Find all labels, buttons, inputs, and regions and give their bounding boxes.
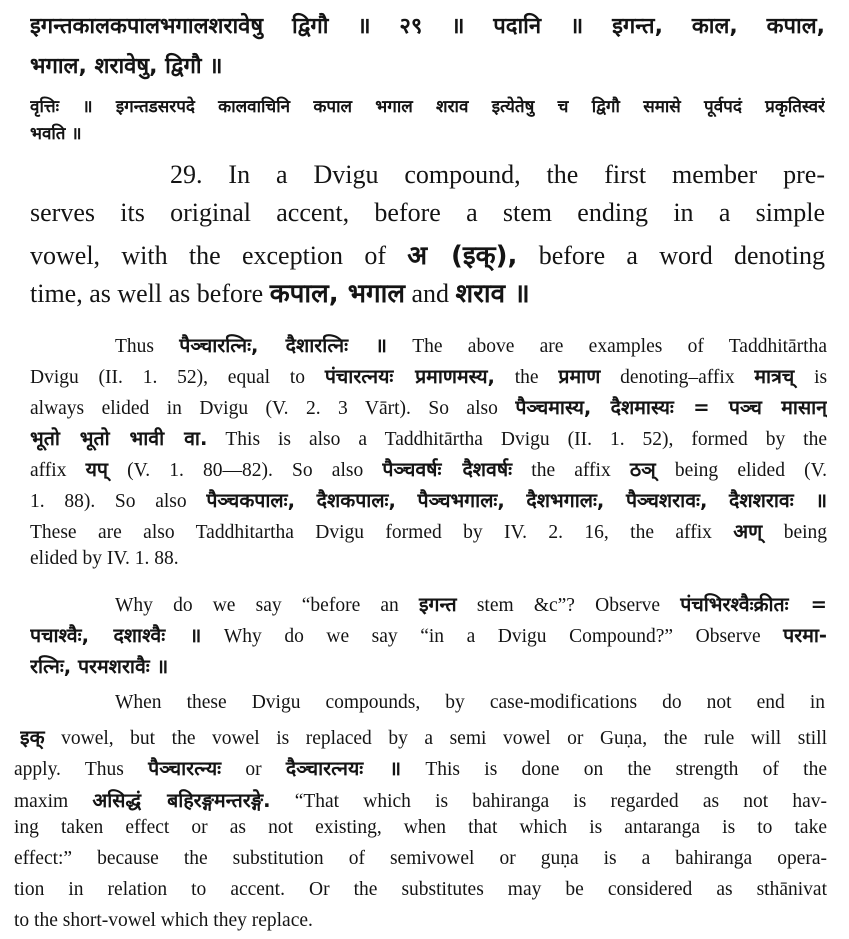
sutra-line-1: इगन्तकालकपालभगालशरावेषु द्विगौ ॥ २९ ॥ पदानि ॥ इगन्त, काल, कपाल, xyxy=(30,14,825,39)
sanskrit-term: पंचभिरश्वैःक्रीतः = xyxy=(680,593,827,616)
text: Thus xyxy=(115,336,154,357)
text: is xyxy=(814,367,827,388)
sanskrit-term: इक् xyxy=(20,726,45,749)
sanskrit-term: मात्रच् xyxy=(754,365,795,388)
text: being elided (V. xyxy=(674,460,827,481)
para3-line-2 xyxy=(20,723,827,750)
sanskrit-term: पैञ्चारत्न्यः xyxy=(148,757,222,780)
translation-line-1: 29. In a Dvigu compound, the first member pre- xyxy=(170,160,825,189)
text: or xyxy=(245,759,262,780)
text: This is done on the strength of the xyxy=(425,759,827,780)
text: always elided in Dvigu (V. 2. 3 Vārt). So also xyxy=(30,398,498,419)
text: The above are examples of Taddhitārtha xyxy=(412,336,827,357)
text: before a word denoting xyxy=(538,241,825,270)
sanskrit-term: इगन्त xyxy=(418,593,457,616)
sanskrit-term: अ (इक्), xyxy=(407,241,518,271)
sanskrit-term: प्रमाण xyxy=(558,365,601,388)
text: denoting–affix xyxy=(620,367,735,388)
text: time, as well as before xyxy=(30,279,264,308)
para3-line-3 xyxy=(14,754,827,781)
text: apply. Thus xyxy=(14,759,124,780)
vritti-line-1: वृत्तिः ॥ इगन्तडसरपदे कालवाचिनि कपाल भगाल शराव इत्येतेषु च द्विगौ समासे पूर्वपदं प्रकृतिस्वरं xyxy=(30,97,825,117)
para3-line-8: to the short-vowel which they replace. xyxy=(14,910,313,931)
para1-line-8: elided by IV. 1. 88. xyxy=(30,548,179,569)
para2-line-1 xyxy=(115,590,827,617)
sanskrit-term: दैञ्चारत्नयः ॥ xyxy=(285,757,402,780)
para1-line-2 xyxy=(30,362,827,389)
sanskrit-term: पचाश्वैः, दशाश्वैः ॥ xyxy=(30,624,202,647)
sanskrit-term: ठञ् xyxy=(629,458,656,481)
para1-line-1 xyxy=(115,331,827,358)
sanskrit-term: पैञ्चवर्षः दैशवर्षः xyxy=(382,458,513,481)
sanskrit-term: शराव ॥ xyxy=(455,279,530,309)
text: This is also a Taddhitārtha Dvigu (II. 1. 52), formed by the xyxy=(225,429,827,450)
text: stem &c”? Observe xyxy=(476,595,661,616)
text: and xyxy=(411,279,450,308)
text: being xyxy=(783,522,827,543)
text: 1. 88). So also xyxy=(30,491,187,512)
para2-line-3: रत्निः, परमशरावैः ॥ xyxy=(30,655,169,678)
sanskrit-term: पंचारत्नयः प्रमाणमस्य, xyxy=(324,365,495,388)
para3-line-6: effect:” because the substitution of semivowel or guṇa is a bahiranga opera- xyxy=(14,848,827,869)
text: These are also Taddhitartha Dvigu formed by IV. 2. 16, the affix xyxy=(30,522,712,543)
para1-line-6 xyxy=(30,486,827,513)
vritti-line-2: भवति ॥ xyxy=(30,124,82,144)
sanskrit-term: पैञ्चमास्य, दैशमास्यः = पञ्च मासान् xyxy=(515,396,827,419)
sanskrit-term: असिद्धं बहिरङ्गमन्तरङ्गे. xyxy=(92,789,271,812)
sanskrit-term: पैञ्चकपालः, दैशकपालः, पैञ्चभगालः, दैशभगालः, पैञ्चशरावः, दैशशरावः ॥ xyxy=(206,489,827,512)
para3-line-5: ing taken effect or as not existing, when that which is antaranga is to take xyxy=(14,817,827,838)
text: the xyxy=(514,367,539,388)
text: affix xyxy=(30,460,67,481)
para3-line-1: When these Dvigu compounds, by case-modifications do not end in xyxy=(115,692,825,713)
para2-line-2 xyxy=(30,621,827,648)
para1-line-3 xyxy=(30,393,827,420)
text: Dvigu (II. 1. 52), equal to xyxy=(30,367,305,388)
sanskrit-term: यप् xyxy=(85,458,109,481)
translation-line-4 xyxy=(30,274,825,310)
text: “That which is bahiranga is regarded as not hav- xyxy=(294,791,827,812)
text: vowel, but the vowel is replaced by a semi vowel or Guṇa, the rule will still xyxy=(61,728,827,749)
text: Why do we say “before an xyxy=(115,595,399,616)
text: maxim xyxy=(14,791,69,812)
sutra-line-2: भगाल, शरावेषु, द्विगौ ॥ xyxy=(30,54,223,79)
text: the affix xyxy=(531,460,611,481)
sanskrit-term: परमा- xyxy=(783,624,827,647)
translation-line-3 xyxy=(30,236,825,272)
para1-line-5 xyxy=(30,455,827,482)
text: Why do we say “in a Dvigu Compound?” Observe xyxy=(223,626,761,647)
sanskrit-term: पैञ्चारत्निः, दैशारत्निः ॥ xyxy=(179,334,387,357)
para3-line-4 xyxy=(14,786,827,813)
translation-line-2: serves its original accent, before a stem ending in a simple xyxy=(30,198,825,227)
text: (V. 1. 80—82). So also xyxy=(127,460,364,481)
para1-line-4 xyxy=(30,424,827,451)
sanskrit-term: कपाल, भगाल xyxy=(269,279,405,309)
para1-line-7 xyxy=(30,517,827,544)
sanskrit-term: अण् xyxy=(733,520,763,543)
text: vowel, with the exception of xyxy=(30,241,386,270)
para3-line-7: tion in relation to accent. Or the substitutes may be considered as sthānivat xyxy=(14,879,827,900)
sanskrit-term: भूतो भूतो भावी वा. xyxy=(30,427,208,450)
